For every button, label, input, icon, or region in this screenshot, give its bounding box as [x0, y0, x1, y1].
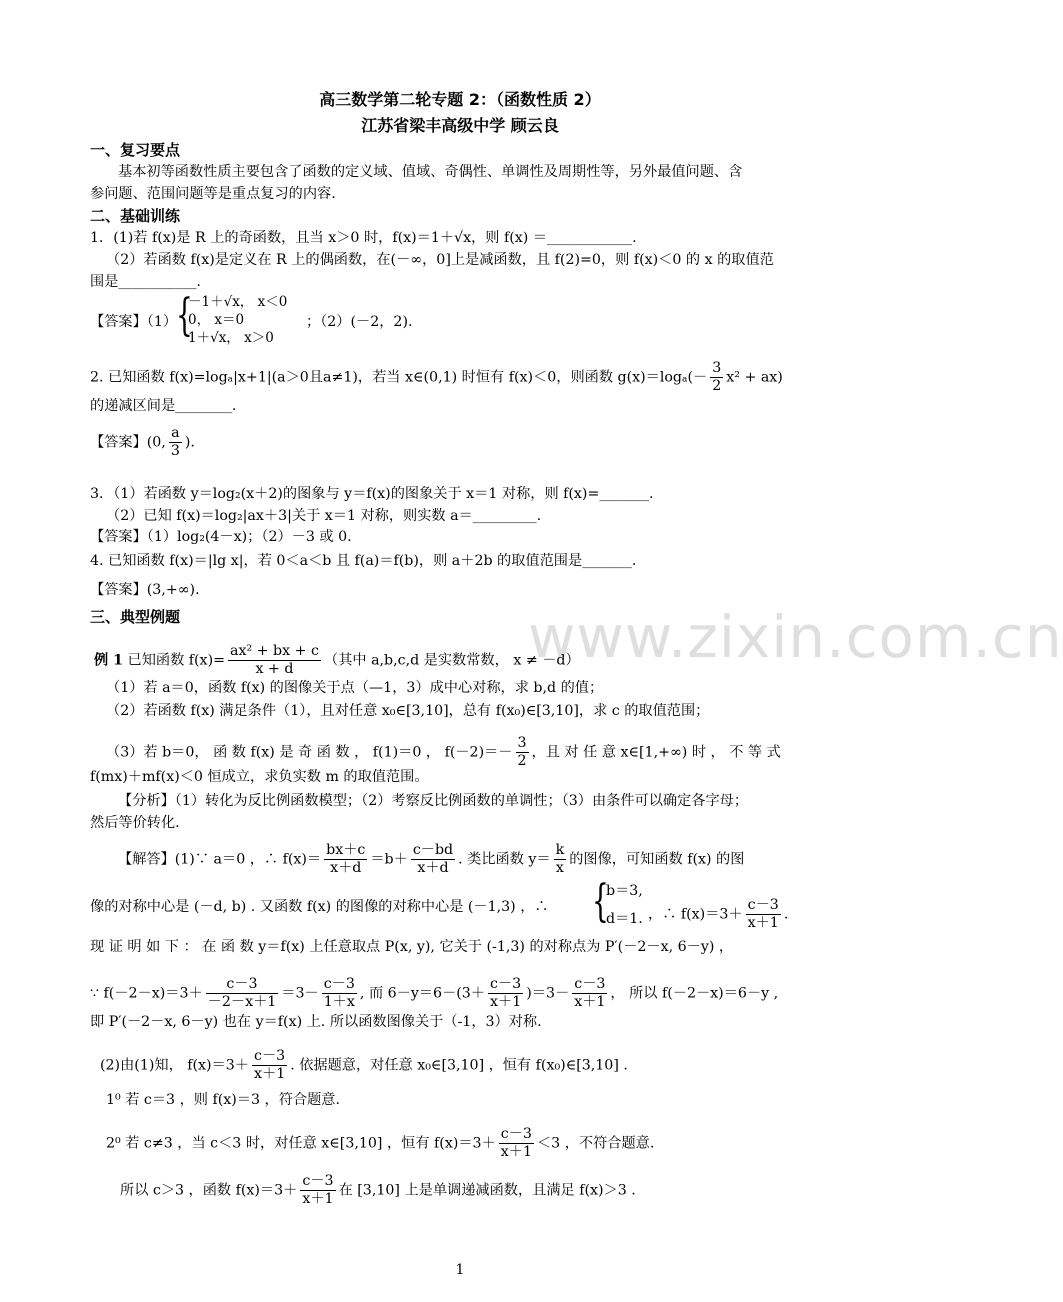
- solution-2-line: [100, 1048, 628, 1083]
- proof-mid-1: ＝3－: [281, 985, 319, 1002]
- solution-1-pre: 【解答】(1)∵ a＝0 ，∴ f(x)＝: [118, 851, 322, 868]
- fraction-numerator: bx＋c: [326, 842, 366, 858]
- conclusion-tail: 在 [3,10] 上是单调递减函数，且满足 f(x)＞3 .: [338, 1182, 636, 1199]
- fraction-numerator: c－3: [322, 976, 357, 994]
- fraction-numerator: k: [555, 842, 565, 858]
- fraction-numerator: c－3: [499, 1126, 534, 1144]
- fraction-denominator: 3: [170, 443, 180, 459]
- proof-line-1: 现 证 明 如 下 ： 在 函 数 y＝f(x) 上任意取点 P(x, y), 它关于 (-1,3) 的对称点为 P′(－2－x, 6－y) ，: [90, 939, 734, 955]
- fraction: [499, 1126, 534, 1161]
- fraction-numerator: 3: [712, 360, 722, 376]
- case-2-tail: ＜3 ，不符合题意.: [536, 1135, 655, 1152]
- piecewise-brace: {: [176, 290, 193, 341]
- solution-1: [118, 842, 744, 877]
- fraction: [554, 842, 567, 877]
- solution-2-pre: 像的对称中心是 (－d, b) . 又函数 f(x) 的图像的对称中心是 (－1,3) ，∴: [90, 899, 549, 915]
- fraction-numerator: 3: [517, 735, 527, 751]
- answer-1-case-3: 1＋√x， x＞0: [188, 330, 274, 346]
- fraction-denominator: x＋1: [500, 1144, 532, 1160]
- solution-2-tail: .: [783, 906, 789, 923]
- solution-2-text-tail: . 依据题意，对任意 x₀∈[3,10] ，恒有 f(x₀)∈[3,10] .: [290, 1057, 628, 1074]
- answer-1-tail: ；（2）(－2，2).: [306, 314, 413, 330]
- case-2: [106, 1126, 654, 1161]
- section-1-text-cont: 参问题、范围问题等是重点复习的内容.: [90, 186, 336, 202]
- part-3-tail: ，且 对 任 意 x∈[1,+∞) 时 ， 不 等 式: [531, 744, 781, 761]
- fraction-denominator: x＋1: [574, 994, 606, 1010]
- fraction-numerator: a: [169, 425, 182, 443]
- question-1b: （2）若函数 f(x)是定义在 R 上的偶函数，在(－∞，0]上是减函数，且 f(2)=0，则 f(x)＜0 的 x 的取值范: [106, 252, 774, 268]
- example-1-tail: （其中 a,b,c,d 是实数常数， x ≠ －d）: [324, 652, 580, 669]
- question-2-tail: x² + ax): [726, 369, 783, 386]
- solution-1-line-2-tail: [648, 897, 788, 932]
- solution-1-line-2: [90, 897, 549, 917]
- answer-4: 【答案】(3,+∞).: [90, 582, 200, 598]
- question-3b: （2）已知 f(x)＝log₂|ax＋3|关于 x＝1 对称，则实数 a＝_________.: [106, 508, 542, 524]
- fraction-numerator: c－bd: [412, 842, 454, 858]
- fraction: [324, 842, 367, 877]
- answer-2-tail: ).: [184, 434, 195, 451]
- answer-1-label: 【答案】（1）: [90, 314, 178, 330]
- fraction-denominator: x＋1: [302, 1191, 334, 1207]
- fraction-denominator: x + d: [255, 661, 294, 677]
- answer-1-case-1: －1＋√x， x＜0: [188, 294, 288, 310]
- example-1-part-3: [106, 735, 781, 770]
- case-1: 1⁰ 若 c＝3 ，则 f(x)＝3 ，符合题意.: [106, 1092, 340, 1108]
- fraction-denominator: 2: [712, 378, 722, 394]
- example-1-part-3-cont: f(mx)＋mf(x)＜0 恒成立，求负实数 m 的取值范围。: [90, 769, 429, 785]
- question-3a: 3．（1）若函数 y＝log₂(x＋2)的图象与 y＝f(x)的图象关于 x＝1 对称，则 f(x)=_______.: [90, 486, 654, 502]
- proof-line-3: 即 P′(－2－x, 6－y) 也在 y＝f(x) 上. 所以函数图像关于（-1，3）对称.: [90, 1014, 542, 1030]
- case-conclusion: [120, 1173, 636, 1208]
- fraction-denominator: x＋d: [330, 860, 362, 876]
- fraction: [710, 360, 723, 395]
- fraction: [228, 643, 321, 678]
- solution-1-tail: 的图像，可知函数 f(x) 的图: [569, 851, 745, 868]
- answer-3: 【答案】（1）log₂(4－x)；（2）－3 或 0.: [90, 529, 352, 545]
- fraction: [516, 735, 529, 770]
- fraction: [206, 976, 279, 1011]
- analysis-text: 【分析】（1）转化为反比例函数模型；（2）考察反比例函数的单调性；（3）由条件可以确定各字母；: [118, 793, 749, 809]
- solution-2-mid: ，∴ f(x)＝3＋: [648, 906, 743, 923]
- fraction: [488, 976, 523, 1011]
- fraction-numerator: c－3: [488, 976, 523, 994]
- part-3-pre: （3）若 b＝0， 函 数 f(x) 是 奇 函 数 ， f(1)＝0 ， f(－2)＝－: [106, 744, 513, 761]
- watermark: www.zixin.com.cn: [528, 603, 1063, 671]
- fraction-numerator: ax² + bx + c: [230, 643, 319, 659]
- question-2-text: 2. 已知函数 f(x)=logₐ|x+1|(a＞0且a≠1)，若当 x∈(0,1) 时恒有 f(x)＜0，则函数 g(x)＝logₐ(－: [90, 369, 708, 386]
- example-1-statement: [94, 643, 580, 678]
- answer-2-pre: 【答案】(0,: [90, 434, 166, 451]
- solution-2-text: (2)由(1)知， f(x)＝3＋: [100, 1057, 249, 1074]
- fraction-numerator: c－3: [252, 1048, 287, 1066]
- section-1-heading: 一、复习要点: [90, 141, 181, 159]
- fraction: [300, 1173, 335, 1208]
- question-1b-cont: 围是___________.: [90, 274, 201, 290]
- section-2-heading: 二、基础训练: [90, 207, 181, 225]
- section-1-text: 基本初等函数性质主要包含了函数的定义域、值域、奇偶性、单调性及周期性等，另外最值问题、含: [118, 164, 743, 180]
- proof-mid-2: , 而 6－y＝6－(3＋: [359, 985, 486, 1002]
- example-1-pre: 已知函数 f(x)=: [127, 652, 225, 669]
- example-1-part-1: （1）若 a＝0，函数 f(x) 的图像关于点（—1，3）成中心对称，求 b,d 的值；: [106, 680, 604, 696]
- title-line-2: 江苏省梁丰高级中学 顾云良: [361, 116, 559, 135]
- fraction: [746, 897, 781, 932]
- fraction-denominator: －2－x＋1: [207, 994, 277, 1010]
- example-1-part-2: （2）若函数 f(x) 满足条件（1），且对任意 x₀∈[3,10]，总有 f(x₀)∈[3,10]，求 c 的取值范围；: [106, 703, 710, 719]
- proof-line-2: [90, 976, 778, 1011]
- fraction: [252, 1048, 287, 1083]
- fraction: [169, 425, 182, 460]
- solution-1-mid-2: . 类比函数 y＝: [458, 851, 551, 868]
- proof-pre: ∵ f(－2－x)＝3＋: [90, 985, 203, 1002]
- fraction-denominator: x＋1: [747, 915, 779, 931]
- fraction: [411, 842, 455, 877]
- page-number: 1: [455, 1262, 465, 1278]
- proof-mid-3: )＝3－: [526, 985, 570, 1002]
- fraction-numerator: c－3: [572, 976, 607, 994]
- system-row-2: d＝1.: [606, 911, 643, 927]
- question-4: 4. 已知函数 f(x)＝|lg x|，若 0＜a＜b 且 f(a)＝f(b)，则 a＋2b 的取值范围是_______.: [90, 553, 637, 569]
- title-line-1: 高三数学第二轮专题 2：（函数性质 2）: [319, 90, 601, 109]
- proof-tail: ， 所以 f(－2－x)＝6－y ,: [610, 985, 779, 1002]
- question-1a: 1．(1)若 f(x)是 R 上的奇函数，且当 x＞0 时，f(x)＝1＋√x，则 f(x) ＝____________.: [90, 230, 637, 246]
- example-label: 例 1: [94, 652, 123, 669]
- answer-1-case-2: 0， x＝0: [188, 312, 245, 328]
- analysis-text-cont: 然后等价转化.: [90, 815, 180, 831]
- fraction-numerator: c－3: [746, 897, 781, 915]
- fraction: [322, 976, 357, 1011]
- system-row-1: b＝3,: [606, 883, 643, 899]
- section-3-heading: 三、典型例题: [90, 608, 181, 626]
- conclusion-pre: 所以 c＞3 ，函数 f(x)＝3＋: [120, 1182, 298, 1199]
- fraction-denominator: 2: [517, 753, 527, 769]
- fraction-denominator: x: [555, 860, 564, 876]
- fraction: [572, 976, 607, 1011]
- fraction-numerator: c－3: [206, 976, 279, 994]
- question-2: [90, 360, 783, 395]
- fraction-denominator: x＋d: [417, 860, 449, 876]
- fraction-denominator: x＋1: [490, 994, 522, 1010]
- case-2-pre: 2⁰ 若 c≠3 ，当 c＜3 时，对任意 x∈[3,10] ，恒有 f(x)＝3＋: [106, 1135, 496, 1152]
- question-2-cont: 的递减区间是________.: [90, 398, 237, 414]
- fraction-denominator: 1＋x: [323, 994, 355, 1010]
- system-brace: {: [592, 876, 609, 927]
- fraction-denominator: x＋1: [254, 1066, 286, 1082]
- fraction-numerator: c－3: [300, 1173, 335, 1191]
- solution-1-mid: ＝b＋: [370, 851, 408, 868]
- answer-2: [90, 425, 195, 460]
